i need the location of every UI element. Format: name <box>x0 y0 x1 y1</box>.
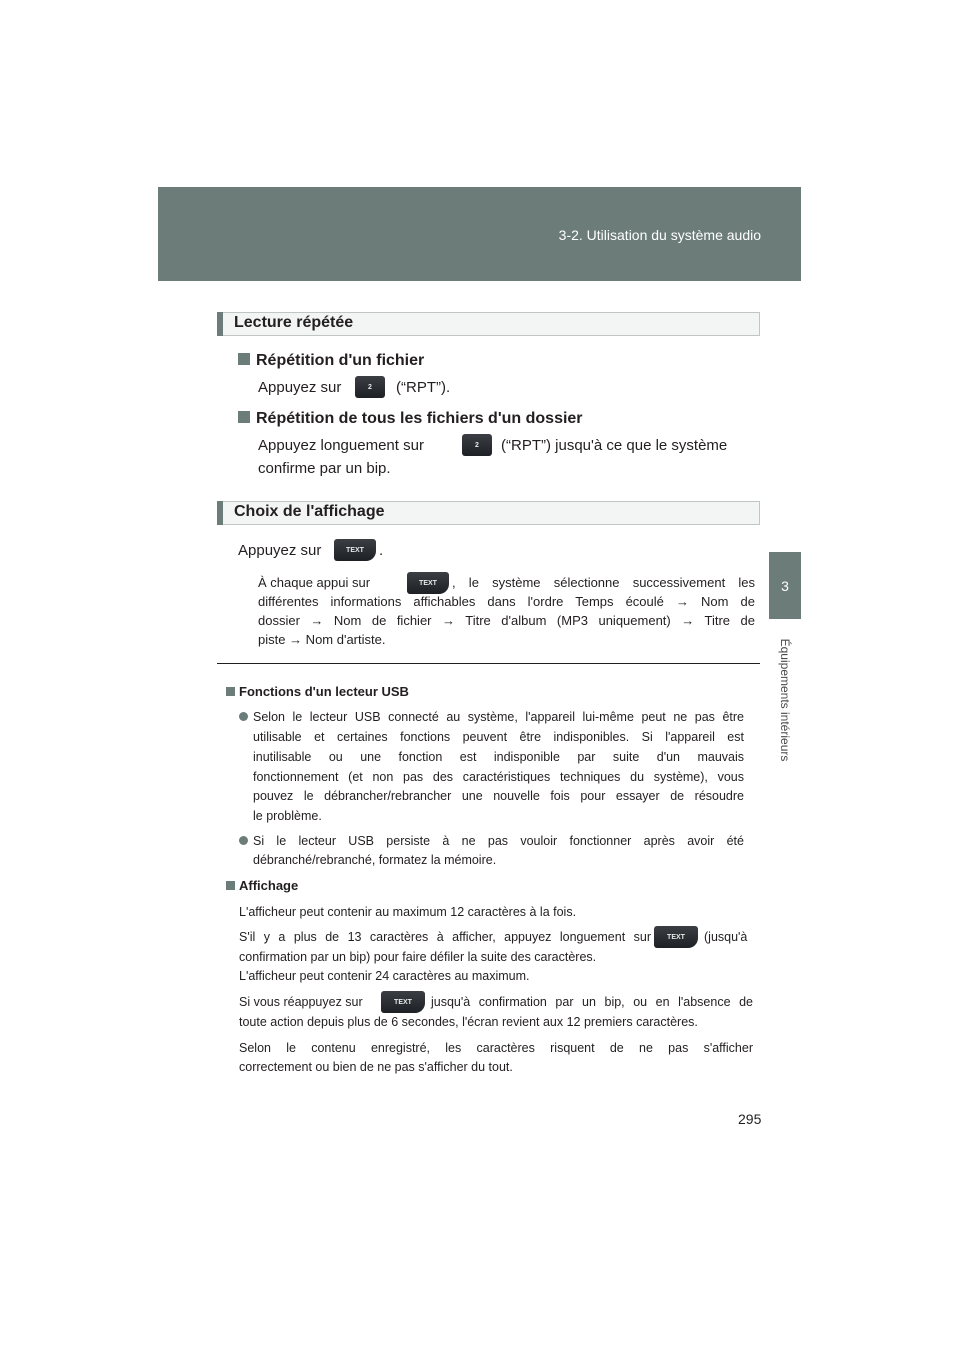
header-title: 3-2. Utilisation du système audio <box>558 227 761 243</box>
usb-bullet2-line1: Si le lecteur USB persiste à ne pas vouloir fonctionner après avoir été <box>253 834 744 848</box>
display-note-line3: dossier → Nom de fichier → Titre d'album (MP3 uniquement) → Titre de <box>258 613 755 628</box>
section-heading-repeat <box>217 312 760 336</box>
display-note-p4-line1: Selon le contenu enregistré, les caractères risquent de ne pas s'afficher <box>239 1041 753 1055</box>
display-note-p2-line2: confirmation par un bip) pour faire défiler la suite des caractères. <box>239 950 597 964</box>
display-note-p3-suffix: jusqu'à confirmation par un bip, ou en l'absence de <box>431 995 753 1009</box>
chapter-tab <box>769 552 801 619</box>
sub-heading-folder-repeat: Répétition de tous les fichiers d'un dossier <box>238 410 583 428</box>
usb-bullet1-line1: Selon le lecteur USB connecté au système, l'appareil lui-même peut ne pas être <box>253 710 744 724</box>
square-bullet-icon <box>226 881 235 890</box>
text-button-icon: TEXT <box>654 926 698 948</box>
display-note-line2: différentes informations affichables dans l'ordre Temps écoulé → Nom de <box>258 594 755 609</box>
sub-heading-file-repeat: Répétition d'un fichier <box>238 352 424 370</box>
display-note-p3-line1: Si vous réappuyez sur <box>239 995 363 1009</box>
usb-bullet1-line5: pouvez le débrancher/rebrancher une nouvelle fois pour essayer de résoudre <box>253 789 744 803</box>
usb-bullet1-line3: inutilisable ou une fonction est indisponible par suite d'un mauvais <box>253 750 744 764</box>
square-bullet-icon <box>238 353 250 365</box>
usb-bullet1-line2: utilisable et certaines fonctions peuvent être indisponibles. Si l'appareil est <box>253 730 744 744</box>
instruction-file-repeat-suffix: (“RPT”). <box>396 379 451 396</box>
text-button-icon: TEXT <box>334 539 376 561</box>
usb-bullet2-line2: débranché/rebranché, formatez la mémoire. <box>253 853 497 867</box>
text-button-icon: TEXT <box>407 572 449 594</box>
square-bullet-icon <box>226 687 235 696</box>
chapter-number: 3 <box>781 577 789 594</box>
page-number: 295 <box>738 1111 762 1127</box>
preset-2-button-icon: 2 <box>355 376 385 398</box>
section-heading-display <box>217 501 760 525</box>
section-title: Choix de l'affichage <box>234 503 385 520</box>
display-note-p4-line2: correctement ou bien de ne pas s'afficher du tout. <box>239 1060 513 1074</box>
display-note-p2-suffix: (jusqu'à <box>704 930 748 944</box>
display-note-line4: piste → Nom d'artiste. <box>258 632 386 647</box>
header-band <box>158 187 801 281</box>
instruction-display: Appuyez sur <box>238 542 322 559</box>
note-heading-display: Affichage <box>226 878 298 893</box>
usb-bullet1-line6: le problème. <box>253 809 322 823</box>
bullet-dot-icon <box>239 834 252 848</box>
instruction-folder-repeat: Appuyez longuement sur <box>258 437 424 454</box>
text-button-icon: TEXT <box>381 991 425 1013</box>
divider <box>217 663 760 664</box>
usb-bullet1-line4: fonctionnement (et non pas des caractéristiques techniques du système), vous <box>253 770 744 784</box>
instruction-folder-repeat-line2: confirme par un bip. <box>258 460 391 477</box>
square-bullet-icon <box>238 411 250 423</box>
instruction-file-repeat: Appuyez sur <box>258 379 342 396</box>
display-note: À chaque appui sur <box>258 575 371 590</box>
instruction-folder-repeat-suffix: (“RPT”) jusqu'à ce que le système <box>501 437 728 454</box>
instruction-display-suffix: . <box>379 542 384 559</box>
section-title: Lecture répétée <box>234 314 354 331</box>
display-note-p2-line1: S'il y a plus de 13 caractères à afficher, appuyez longuement sur <box>239 930 651 944</box>
display-note-p3-line2: toute action depuis plus de 6 secondes, l'écran revient aux 12 premiers caractères. <box>239 1015 698 1029</box>
display-note-line1-suffix: , le système sélectionne successivement les <box>452 575 755 590</box>
display-note-p2-line3: L'afficheur peut contenir 24 caractères au maximum. <box>239 969 530 983</box>
chapter-label: Équipements intérieurs <box>778 638 792 762</box>
preset-2-button-icon: 2 <box>462 434 492 456</box>
display-note-p1: L'afficheur peut contenir au maximum 12 caractères à la fois. <box>239 905 577 919</box>
bullet-dot-icon <box>239 710 252 724</box>
note-heading-usb: Fonctions d'un lecteur USB <box>226 684 409 699</box>
